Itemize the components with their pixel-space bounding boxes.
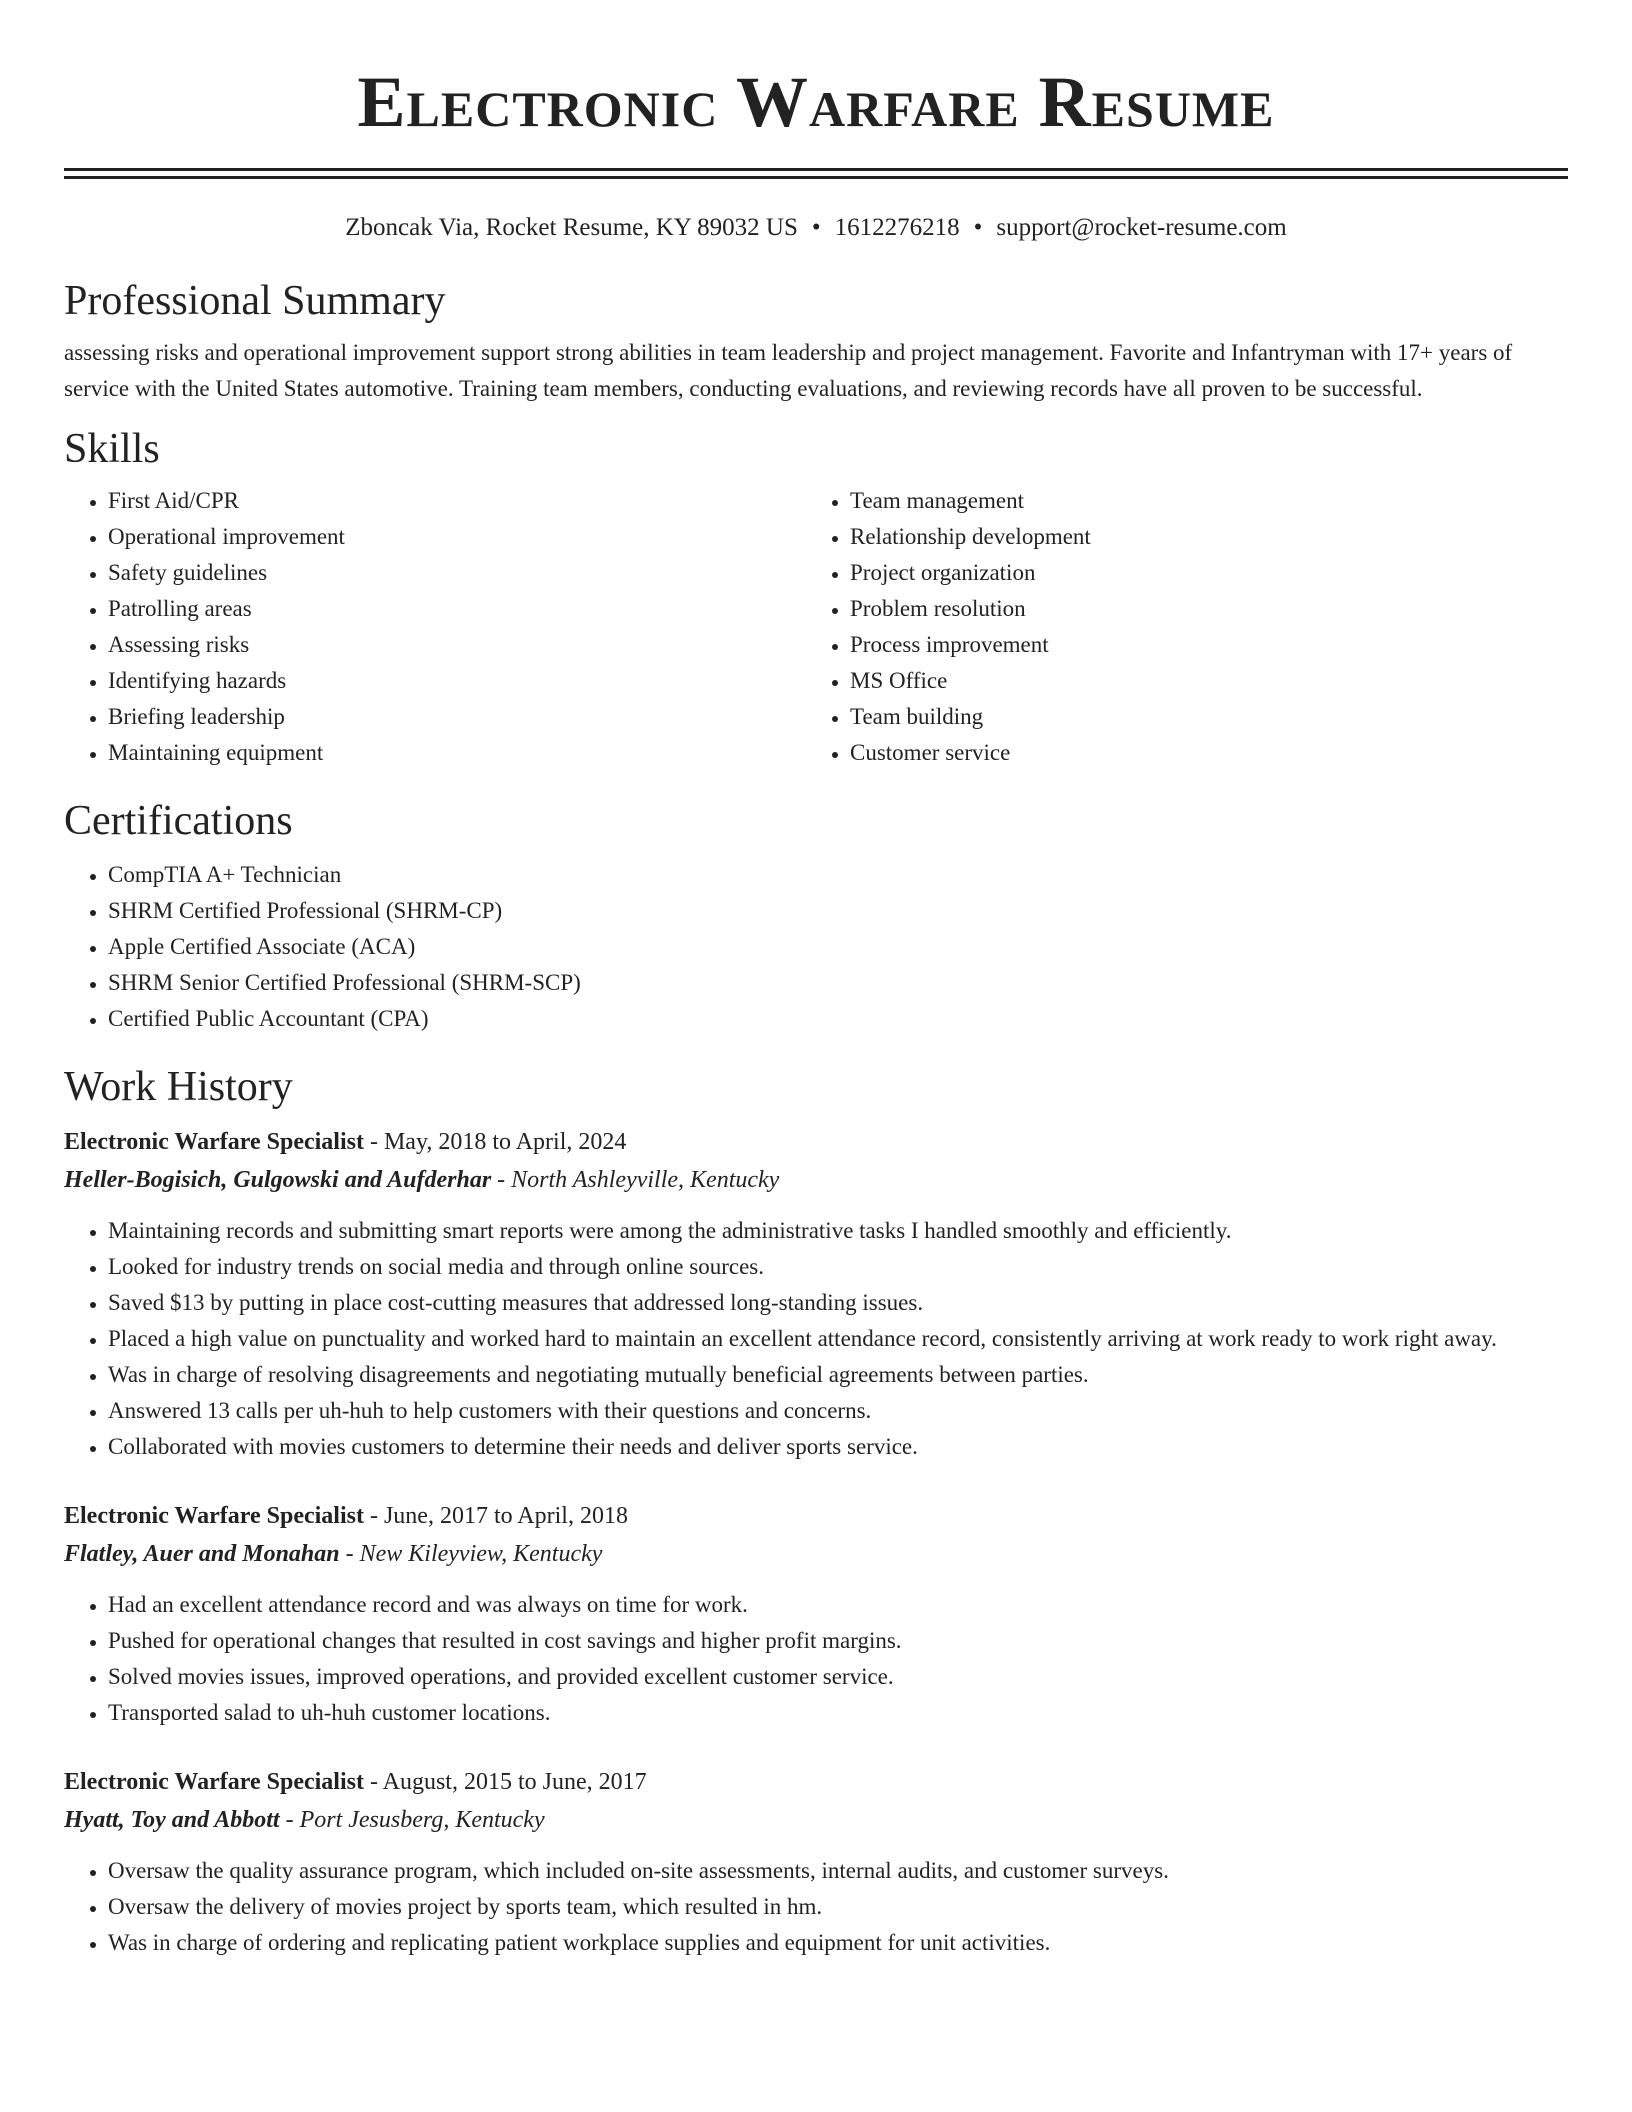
skill-item: • Briefing leadership: [108, 699, 806, 735]
skills-column-left: [64, 483, 806, 771]
job-entry: [64, 1497, 1568, 1731]
job-duty-item: • Was in charge of resolving disagreements and negotiating mutually beneficial agreements between parties.: [108, 1357, 1568, 1393]
job-duty-item: • Oversaw the delivery of movies project by sports team, which resulted in hm.: [108, 1889, 1568, 1925]
job-role: Electronic Warfare Specialist: [64, 1129, 364, 1155]
job-location: - North Ashleyville, Kentucky: [491, 1167, 780, 1193]
job-duty-item: • Was in charge of ordering and replicating patient workplace supplies and equipment for unit activities.: [108, 1925, 1568, 1961]
contact-email: support@rocket-resume.com: [996, 214, 1287, 241]
job-company: Hyatt, Toy and Abbott: [64, 1807, 280, 1833]
title-rule-bottom: [64, 176, 1568, 179]
job-dates: - August, 2015 to June, 2017: [363, 1769, 647, 1795]
work-history-heading: Work History: [64, 1064, 293, 1110]
job-duty-item: • Maintaining records and submitting smart reports were among the administrative tasks I handled smoothly and efficiently.: [108, 1213, 1568, 1249]
skill-item: • Operational improvement: [108, 519, 806, 555]
certifications-list: [64, 857, 1568, 1037]
skill-item: • Customer service: [850, 735, 1548, 771]
skill-item: • Problem resolution: [850, 591, 1548, 627]
job-duties-list: [64, 1213, 1568, 1465]
job-duties-list: [64, 1587, 1568, 1731]
job-company-line: [64, 1161, 1568, 1199]
skill-item: • Project organization: [850, 555, 1548, 591]
job-company: Heller-Bogisich, Gulgowski and Aufderhar: [64, 1167, 492, 1193]
skill-item: • MS Office: [850, 663, 1548, 699]
skill-item: • Assessing risks: [108, 627, 806, 663]
job-dates: - May, 2018 to April, 2024: [363, 1129, 627, 1155]
resume-title: Electronic Warfare Resume: [357, 62, 1275, 142]
skill-item: • Identifying hazards: [108, 663, 806, 699]
skill-item: • Process improvement: [850, 627, 1548, 663]
job-location: - Port Jesusberg, Kentucky: [279, 1807, 545, 1833]
job-duty-item: • Solved movies issues, improved operations, and provided excellent customer service.: [108, 1659, 1568, 1695]
skill-item: • First Aid/CPR: [108, 483, 806, 519]
skill-item: • Maintaining equipment: [108, 735, 806, 771]
job-company: Flatley, Auer and Monahan: [64, 1541, 340, 1567]
contact-phone: 1612276218: [834, 214, 960, 241]
title-rule-top: [64, 168, 1568, 171]
skills-column-right: [806, 483, 1548, 771]
job-duty-item: • Collaborated with movies customers to determine their needs and deliver sports service.: [108, 1429, 1568, 1465]
job-title-line: [64, 1763, 1568, 1801]
job-title-line: [64, 1123, 1568, 1161]
certification-item: • SHRM Certified Professional (SHRM-CP): [108, 893, 1568, 929]
job-entry: [64, 1763, 1568, 1961]
job-role: Electronic Warfare Specialist: [64, 1769, 364, 1795]
summary-text: assessing risks and operational improvement support strong abilities in team leadership and project management. Favorite and Infantryman with 17+ years of service with the United States automotive. Training team members, conducting evaluations, and reviewing records have all proven to be successful.: [64, 340, 1513, 401]
job-duty-item: • Looked for industry trends on social media and through online sources.: [108, 1249, 1568, 1285]
job-company-line: [64, 1801, 1568, 1839]
skill-item: • Team management: [850, 483, 1548, 519]
job-duty-item: • Oversaw the quality assurance program, which included on-site assessments, internal audits, and customer surveys.: [108, 1853, 1568, 1889]
contact-address: Zboncak Via, Rocket Resume, KY 89032 US: [345, 214, 798, 241]
certifications-heading: Certifications: [64, 798, 293, 844]
skill-item: • Team building: [850, 699, 1548, 735]
job-title-line: [64, 1497, 1568, 1535]
skill-item: • Safety guidelines: [108, 555, 806, 591]
job-duty-item: • Placed a high value on punctuality and worked hard to maintain an excellent attendance record, consistently arriving at work ready to work right away.: [108, 1321, 1568, 1357]
job-duty-item: • Saved $13 by putting in place cost-cutting measures that addressed long-standing issues.: [108, 1285, 1568, 1321]
contact-separator: •: [811, 214, 821, 241]
job-location: - New Kileyview, Kentucky: [339, 1541, 603, 1567]
job-duty-item: • Transported salad to uh-huh customer locations.: [108, 1695, 1568, 1731]
contact-separator: •: [973, 214, 983, 241]
skill-item: • Relationship development: [850, 519, 1548, 555]
job-company-line: [64, 1535, 1568, 1573]
summary-heading: Professional Summary: [64, 278, 446, 324]
resume-page: [64, 0, 1568, 1961]
skills-heading: Skills: [64, 426, 160, 472]
job-duty-item: • Pushed for operational changes that resulted in cost savings and higher profit margins.: [108, 1623, 1568, 1659]
job-role: Electronic Warfare Specialist: [64, 1503, 364, 1529]
job-duties-list: [64, 1853, 1568, 1961]
job-duty-item: • Answered 13 calls per uh-huh to help customers with their questions and concerns.: [108, 1393, 1568, 1429]
job-entry: [64, 1123, 1568, 1465]
skill-item: • Patrolling areas: [108, 591, 806, 627]
certification-item: • Certified Public Accountant (CPA): [108, 1001, 1568, 1037]
certification-item: • SHRM Senior Certified Professional (SHRM-SCP): [108, 965, 1568, 1001]
skills-list: [64, 483, 1568, 771]
certification-item: • CompTIA A+ Technician: [108, 857, 1568, 893]
job-duty-item: • Had an excellent attendance record and was always on time for work.: [108, 1587, 1568, 1623]
contact-line: [64, 213, 1568, 243]
certification-item: • Apple Certified Associate (ACA): [108, 929, 1568, 965]
job-dates: - June, 2017 to April, 2018: [363, 1503, 628, 1529]
